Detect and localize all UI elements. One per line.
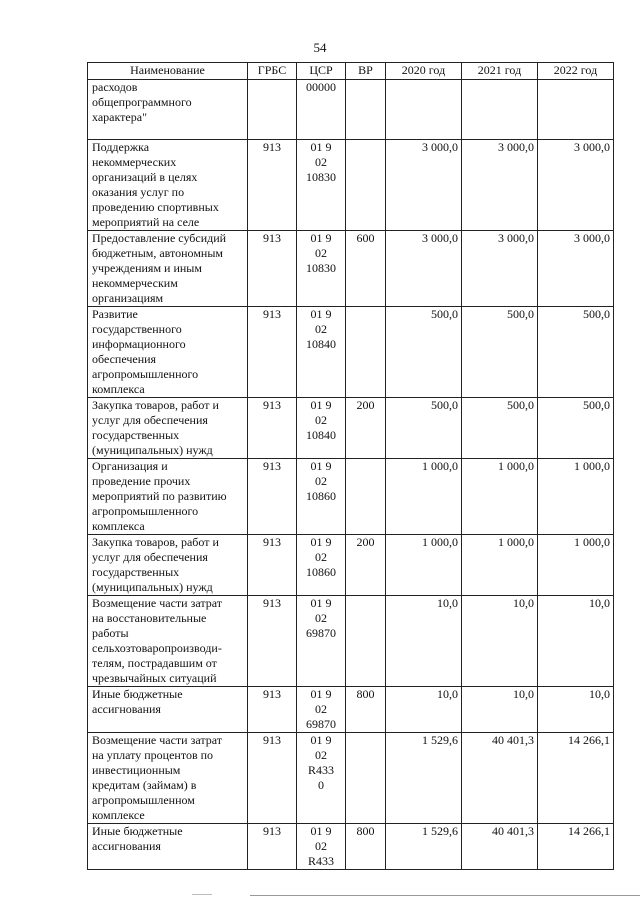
cell-csr-line: 10840: [306, 428, 336, 442]
cell-csr-line: 02: [315, 550, 327, 564]
cell-name-line: агропромышленного: [92, 367, 199, 381]
cell-y2020: 10,0: [386, 596, 462, 687]
cell-csr-line: 01 9: [310, 398, 332, 412]
cell-csr-line: 10830: [306, 261, 336, 275]
table-body: [88, 80, 614, 870]
cell-name: [88, 80, 248, 140]
cell-grbs: 913: [248, 231, 297, 307]
cell-name-line: организаций в целях: [92, 170, 198, 184]
table-row: [88, 80, 614, 140]
cell-csr: [297, 307, 346, 398]
cell-vr: [346, 140, 386, 231]
cell-grbs: 913: [248, 824, 297, 870]
cell-csr-line: 02: [315, 748, 327, 762]
cell-name-line: Предоставление субсидий: [92, 231, 227, 245]
cell-grbs: 913: [248, 459, 297, 535]
cell-csr-line: 0: [318, 778, 324, 792]
cell-name-line: расходов: [92, 80, 138, 94]
cell-y2020: 1 000,0: [386, 535, 462, 596]
header-csr: ЦСР: [297, 63, 346, 80]
cell-name: [88, 231, 248, 307]
cell-y2022: 3 000,0: [538, 231, 614, 307]
table-row: [88, 733, 614, 824]
cell-vr: [346, 733, 386, 824]
cell-y2021: [462, 80, 538, 140]
header-2020: 2020 год: [386, 63, 462, 80]
cell-y2020: 10,0: [386, 687, 462, 733]
cell-name-line: ассигнования: [92, 702, 161, 716]
cell-name-line: некоммерческих: [92, 155, 177, 169]
cell-y2021: 3 000,0: [462, 231, 538, 307]
cell-name: [88, 824, 248, 870]
cell-vr: 800: [346, 687, 386, 733]
cell-csr-line: 02: [315, 413, 327, 427]
cell-csr: [297, 80, 346, 140]
cell-y2020: 3 000,0: [386, 140, 462, 231]
table-row: [88, 398, 614, 459]
cell-y2022: 1 000,0: [538, 459, 614, 535]
cell-csr-line: 10840: [306, 337, 336, 351]
cell-name-line: обеспечения: [92, 352, 157, 366]
cell-name-line: ассигнования: [92, 839, 161, 853]
table-row: [88, 459, 614, 535]
cell-name-line: комплекса: [92, 382, 145, 396]
cell-csr: [297, 596, 346, 687]
cell-name-line: агропромышленного: [92, 504, 199, 518]
cell-csr: [297, 459, 346, 535]
cell-name-line: услуг для обеспечения: [92, 413, 208, 427]
cell-grbs: 913: [248, 140, 297, 231]
cell-grbs: 913: [248, 307, 297, 398]
cell-name-line: услуг для обеспечения: [92, 550, 208, 564]
cell-name-line: комплексе: [92, 808, 145, 822]
cell-name-line: оказания услуг по: [92, 185, 185, 199]
cell-name-line: бюджетным, автономным: [92, 246, 223, 260]
cell-name-line: (муниципальных) нужд: [92, 580, 213, 594]
cell-grbs: 913: [248, 687, 297, 733]
table-row: [88, 535, 614, 596]
header-grbs: ГРБС: [248, 63, 297, 80]
cell-csr-line: 02: [315, 702, 327, 716]
cell-csr-line: 02: [315, 155, 327, 169]
cell-csr-line: 10860: [306, 565, 336, 579]
cell-grbs: 913: [248, 398, 297, 459]
cell-name-line: Развитие: [92, 307, 138, 321]
cell-csr-line: 69870: [306, 717, 336, 731]
cell-y2020: 1 529,6: [386, 733, 462, 824]
cell-csr-line: 01 9: [310, 824, 332, 838]
cell-csr: [297, 687, 346, 733]
table-row: [88, 140, 614, 231]
table-row: [88, 687, 614, 733]
cell-name: [88, 459, 248, 535]
header-vr: ВР: [346, 63, 386, 80]
cell-name: [88, 398, 248, 459]
cell-csr: [297, 733, 346, 824]
cell-name-line: Закупка товаров, работ и: [92, 398, 219, 412]
cell-y2022: 500,0: [538, 398, 614, 459]
cell-name-line: телям, пострадавшим от: [92, 656, 217, 670]
cell-csr-line: 02: [315, 246, 327, 260]
cell-name-line: общепрограммного: [92, 95, 192, 109]
cell-csr-line: R433: [307, 763, 334, 777]
cell-y2022: 3 000,0: [538, 140, 614, 231]
cell-csr: [297, 398, 346, 459]
cell-name-line: характера": [92, 110, 147, 124]
cell-name-line: проведению спортивных: [92, 200, 219, 214]
cell-y2022: [538, 80, 614, 140]
cell-y2020: 500,0: [386, 307, 462, 398]
cell-csr: [297, 824, 346, 870]
cell-name-line: некоммерческим: [92, 276, 178, 290]
cell-vr: [346, 80, 386, 140]
cell-y2022: 1 000,0: [538, 535, 614, 596]
cell-csr-line: 01 9: [310, 687, 332, 701]
cell-y2022: 10,0: [538, 596, 614, 687]
cell-csr-line: 10860: [306, 489, 336, 503]
cell-name-line: на восстановительные: [92, 611, 207, 625]
cell-vr: [346, 459, 386, 535]
cell-csr-line: 02: [315, 322, 327, 336]
cell-name: [88, 733, 248, 824]
cell-name-line: Организация и: [92, 459, 168, 473]
cell-vr: 600: [346, 231, 386, 307]
cell-csr-line: 10830: [306, 170, 336, 184]
cell-grbs: [248, 80, 297, 140]
cell-csr-line: 00000: [306, 80, 336, 94]
cell-grbs: 913: [248, 596, 297, 687]
cell-grbs: 913: [248, 535, 297, 596]
cell-y2022: 14 266,1: [538, 824, 614, 870]
cell-name-line: учреждениям и иным: [92, 261, 202, 275]
cell-y2021: 1 000,0: [462, 459, 538, 535]
cell-name-line: информационного: [92, 337, 186, 351]
cell-y2021: 500,0: [462, 307, 538, 398]
cell-y2020: 500,0: [386, 398, 462, 459]
cell-name: [88, 140, 248, 231]
cell-y2020: [386, 80, 462, 140]
cell-vr: [346, 596, 386, 687]
cell-name-line: государственных: [92, 428, 180, 442]
cell-csr-line: 01 9: [310, 307, 332, 321]
cell-y2021: 40 401,3: [462, 824, 538, 870]
cell-y2020: 1 000,0: [386, 459, 462, 535]
cell-name-line: Поддержка: [92, 140, 150, 154]
budget-table: [87, 62, 614, 870]
cell-y2021: 1 000,0: [462, 535, 538, 596]
header-2021: 2021 год: [462, 63, 538, 80]
cell-csr-line: 01 9: [310, 596, 332, 610]
header-name: Наименование: [88, 63, 248, 80]
cell-name-line: Иные бюджетные: [92, 687, 183, 701]
cell-name: [88, 596, 248, 687]
cell-y2022: 500,0: [538, 307, 614, 398]
cell-name-line: мероприятий на селе: [92, 215, 200, 229]
footer-line: [250, 895, 640, 896]
table-row: [88, 596, 614, 687]
cell-csr: [297, 231, 346, 307]
cell-csr-line: 01 9: [310, 140, 332, 154]
table-row: [88, 231, 614, 307]
cell-vr: 200: [346, 398, 386, 459]
cell-y2021: 500,0: [462, 398, 538, 459]
cell-name-line: государственных: [92, 565, 180, 579]
cell-csr-line: 01 9: [310, 733, 332, 747]
cell-csr-line: 02: [315, 474, 327, 488]
cell-csr-line: 01 9: [310, 231, 332, 245]
cell-name-line: кредитам (займам) в: [92, 778, 197, 792]
cell-vr: [346, 307, 386, 398]
cell-name-line: чрезвычайных ситуаций: [92, 671, 217, 685]
cell-name-line: Закупка товаров, работ и: [92, 535, 219, 549]
cell-name-line: государственного: [92, 322, 182, 336]
table-row: [88, 824, 614, 870]
cell-name-line: организациям: [92, 291, 164, 305]
footer-mark: [192, 894, 212, 895]
cell-y2020: 1 529,6: [386, 824, 462, 870]
cell-csr-line: 02: [315, 839, 327, 853]
cell-y2020: 3 000,0: [386, 231, 462, 307]
cell-name-line: комплекса: [92, 519, 145, 533]
header-2022: 2022 год: [538, 63, 614, 80]
cell-name-line: на уплату процентов по: [92, 748, 214, 762]
cell-name-line: работы: [92, 626, 129, 640]
cell-name: [88, 307, 248, 398]
cell-y2021: 40 401,3: [462, 733, 538, 824]
cell-name: [88, 687, 248, 733]
cell-y2021: 3 000,0: [462, 140, 538, 231]
cell-y2021: 10,0: [462, 596, 538, 687]
cell-name-line: агропромышленном: [92, 793, 195, 807]
cell-name-line: Возмещение части затрат: [92, 596, 222, 610]
cell-csr-line: 01 9: [310, 459, 332, 473]
cell-name: [88, 535, 248, 596]
cell-csr: [297, 140, 346, 231]
cell-name-line: (муниципальных) нужд: [92, 443, 213, 457]
cell-name-line: проведение прочих: [92, 474, 191, 488]
cell-csr: [297, 535, 346, 596]
cell-name-line: мероприятий по развитию: [92, 489, 227, 503]
cell-csr-line: 01 9: [310, 535, 332, 549]
cell-name-line: Возмещение части затрат: [92, 733, 222, 747]
cell-y2022: 10,0: [538, 687, 614, 733]
cell-csr-line: 02: [315, 611, 327, 625]
cell-vr: 200: [346, 535, 386, 596]
table-header-row: [88, 63, 614, 80]
cell-vr: 800: [346, 824, 386, 870]
cell-y2022: 14 266,1: [538, 733, 614, 824]
cell-csr-line: R433: [307, 854, 334, 868]
page-number: 54: [313, 40, 327, 55]
cell-csr-line: 69870: [306, 626, 336, 640]
cell-name-line: инвестиционным: [92, 763, 181, 777]
table-row: [88, 307, 614, 398]
cell-grbs: 913: [248, 733, 297, 824]
cell-y2021: 10,0: [462, 687, 538, 733]
cell-name-line: сельхозтоваропроизводи-: [92, 641, 222, 655]
cell-name-line: Иные бюджетные: [92, 824, 183, 838]
